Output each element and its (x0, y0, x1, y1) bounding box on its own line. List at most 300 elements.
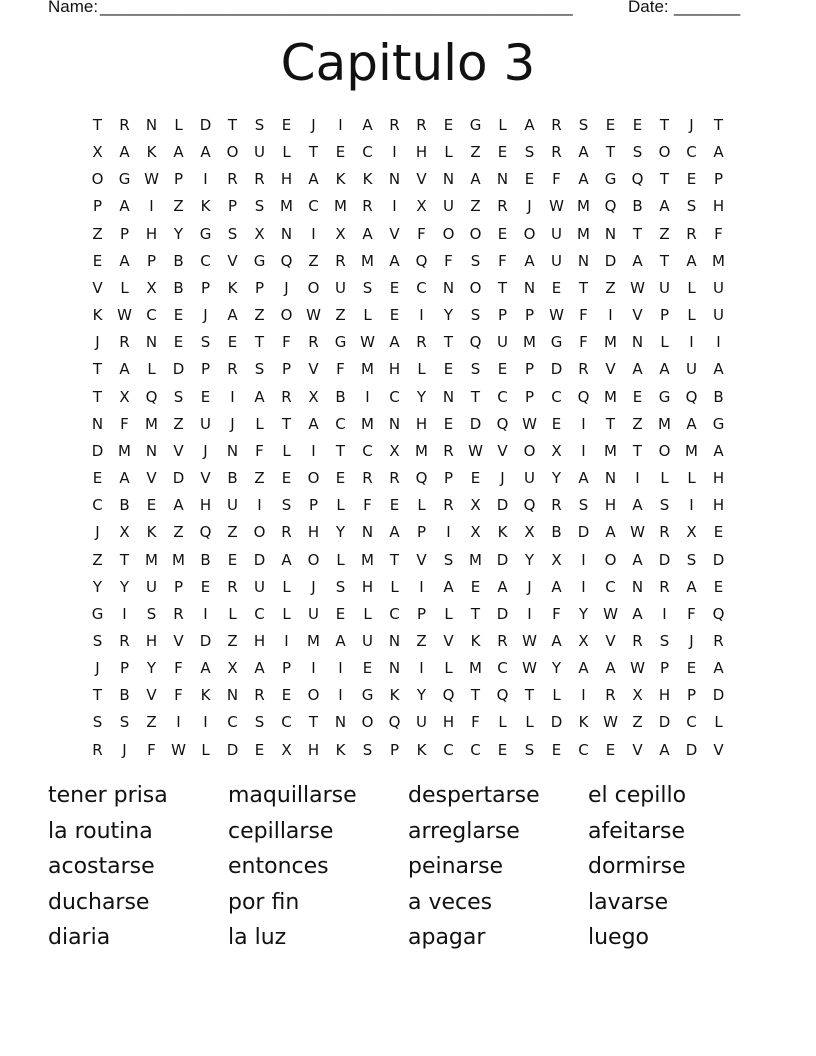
grid-cell: S (335, 577, 346, 596)
grid-cell: T (605, 143, 616, 162)
grid-cell: Y (416, 686, 427, 705)
grid-cell: E (146, 496, 157, 515)
grid-cell: E (713, 523, 724, 542)
grid-cell: J (122, 740, 127, 759)
grid-cell: G (550, 333, 563, 352)
grid-cell: R (686, 224, 697, 243)
grid-cell: Y (146, 659, 157, 678)
grid-cell: V (200, 469, 211, 488)
grid-cell: S (362, 740, 373, 759)
grid-cell: O (523, 441, 536, 460)
grid-cell: E (497, 224, 508, 243)
grid-cell: T (524, 686, 535, 705)
grid-cell: H (604, 496, 617, 515)
grid-cell: B (173, 278, 184, 297)
grid-cell: W (522, 659, 537, 678)
grid-cell: G (712, 414, 725, 433)
grid-cell: R (659, 523, 670, 542)
grid-cell: X (335, 224, 346, 243)
grid-cell: D (658, 713, 671, 732)
grid-cell: T (281, 414, 292, 433)
grid-cell: N (145, 441, 158, 460)
grid-cell: N (226, 686, 239, 705)
grid-cell: L (417, 496, 426, 515)
grid-cell: D (658, 550, 671, 569)
grid-cell: K (146, 143, 157, 162)
grid-cell: N (442, 170, 455, 189)
grid-cell: N (442, 387, 455, 406)
grid-cell: C (281, 713, 292, 732)
grid-cell: R (227, 170, 238, 189)
grid-cell: T (632, 441, 643, 460)
grid-cell: L (417, 360, 426, 379)
grid-cell: F (579, 306, 588, 325)
grid-cell: T (227, 116, 238, 134)
grid-cell: N (226, 441, 239, 460)
grid-cell: N (388, 659, 401, 678)
grid-cell: V (92, 278, 103, 297)
grid-cell: N (631, 577, 644, 596)
grid-cell: A (362, 224, 373, 243)
grid-cell: R (92, 740, 103, 759)
grid-cell: U (497, 333, 508, 352)
grid-cell: H (307, 740, 320, 759)
grid-cell: I (716, 333, 721, 352)
grid-cell: F (687, 604, 696, 623)
grid-cell: E (551, 740, 562, 759)
grid-row (84, 356, 732, 383)
grid-cell: J (203, 306, 208, 325)
grid-cell: F (552, 170, 561, 189)
grid-cell: E (335, 469, 346, 488)
grid-cell: I (446, 523, 451, 542)
grid-cell: O (604, 550, 617, 569)
grid-cell: F (174, 686, 183, 705)
grid-cell: E (605, 116, 616, 134)
grid-cell: X (227, 659, 238, 678)
grid-row (84, 628, 732, 655)
grid-cell: O (253, 523, 266, 542)
grid-cell: O (469, 224, 482, 243)
grid-cell: I (581, 686, 586, 705)
grid-cell: R (416, 116, 427, 134)
grid-cell: V (416, 550, 427, 569)
grid-cell: Z (173, 414, 184, 433)
grid-cell: H (361, 577, 374, 596)
grid-cell: K (200, 686, 211, 705)
grid-cell: Y (173, 224, 184, 243)
grid-row (84, 547, 732, 574)
grid-cell: Z (632, 414, 643, 433)
date-label: Date: (628, 0, 669, 16)
grid-row (84, 384, 732, 411)
grid-cell: J (527, 577, 532, 596)
grid-cell: S (659, 631, 670, 650)
grid-cell: E (497, 360, 508, 379)
grid-cell: Z (254, 469, 265, 488)
grid-cell: A (551, 631, 562, 650)
grid-row (84, 682, 732, 709)
grid-row (84, 112, 732, 139)
grid-cell: I (527, 604, 532, 623)
grid-cell: D (172, 469, 185, 488)
grid-row (84, 492, 732, 519)
grid-cell: G (199, 224, 212, 243)
grid-cell: N (280, 224, 293, 243)
word-list-item: el cepillo (588, 783, 687, 808)
grid-cell: M (604, 333, 617, 352)
grid-cell: Z (335, 306, 346, 325)
word-list-item: dormirse (588, 854, 686, 879)
grid-cell: Z (659, 224, 670, 243)
grid-row (84, 329, 732, 356)
grid-cell: D (496, 550, 509, 569)
grid-cell: H (307, 523, 320, 542)
grid-cell: O (658, 441, 671, 460)
grid-cell: P (443, 469, 454, 488)
grid-cell: U (146, 577, 157, 596)
grid-cell: E (281, 686, 292, 705)
grid-cell: R (443, 441, 454, 460)
grid-cell: Y (524, 550, 535, 569)
grid-cell: L (282, 604, 291, 623)
grid-cell: K (362, 170, 373, 189)
grid-cell: C (146, 306, 157, 325)
grid-cell: N (388, 170, 401, 189)
grid-cell: W (630, 523, 645, 542)
grid-cell: E (443, 360, 454, 379)
grid-cell: R (497, 197, 508, 216)
grid-cell: H (388, 360, 401, 379)
grid-cell: C (200, 251, 211, 270)
grid-cell: B (551, 523, 562, 542)
grid-cell: F (147, 740, 156, 759)
word-list-item: ducharse (48, 889, 150, 915)
grid-cell: O (307, 278, 320, 297)
grid-cell: S (578, 116, 589, 134)
grid-cell: E (227, 550, 238, 569)
grid-cell: T (308, 143, 319, 162)
grid-cell: Z (308, 251, 319, 270)
grid-cell: A (578, 143, 589, 162)
grid-cell: J (689, 116, 694, 134)
grid-cell: I (581, 577, 586, 596)
grid-cell: D (91, 441, 104, 460)
grid-cell: F (552, 604, 561, 623)
grid-cell: V (605, 631, 616, 650)
grid-cell: J (203, 441, 208, 460)
word-list-item: entonces (228, 854, 329, 879)
grid-cell: E (200, 387, 211, 406)
grid-row (84, 574, 732, 601)
grid-cell: R (443, 496, 454, 515)
grid-cell: B (119, 496, 130, 515)
grid-cell: M (712, 251, 725, 270)
grid-cell: L (282, 441, 291, 460)
grid-cell: R (551, 496, 562, 515)
grid-cell: G (361, 686, 374, 705)
grid-cell: T (308, 713, 319, 732)
grid-cell: C (686, 143, 697, 162)
grid-cell: N (577, 251, 590, 270)
grid-cell: T (659, 251, 670, 270)
grid-cell: I (392, 197, 397, 216)
grid-cell: Q (496, 686, 509, 705)
grid-cell: A (578, 659, 589, 678)
grid-cell: P (227, 197, 238, 216)
grid-cell: E (281, 116, 292, 134)
grid-cell: S (92, 713, 103, 732)
grid-cell: I (608, 306, 613, 325)
grid-cell: E (551, 278, 562, 297)
grid-cell: O (91, 170, 104, 189)
grid-cell: V (146, 469, 157, 488)
name-field-line: __________________________________________________ (100, 0, 573, 16)
grid-cell: S (200, 333, 211, 352)
grid-cell: S (281, 496, 292, 515)
grid-cell: T (254, 333, 265, 352)
grid-cell: S (146, 604, 157, 623)
grid-row (84, 221, 732, 248)
grid-cell: X (470, 496, 481, 515)
grid-cell: A (713, 441, 724, 460)
grid-cell: K (416, 740, 427, 759)
grid-cell: A (605, 523, 616, 542)
word-list-item: lavarse (588, 889, 669, 915)
grid-cell: I (176, 713, 181, 732)
grid-cell: C (551, 387, 562, 406)
grid-cell: Q (415, 469, 428, 488)
grid-cell: D (577, 523, 590, 542)
grid-cell: A (632, 251, 643, 270)
grid-cell: A (632, 604, 643, 623)
grid-cell: F (417, 224, 426, 243)
grid-cell: P (524, 387, 535, 406)
grid-cell: V (497, 441, 508, 460)
grid-row (84, 709, 732, 736)
grid-cell: N (523, 278, 536, 297)
grid-cell: P (173, 577, 184, 596)
grid-cell: L (363, 306, 372, 325)
grid-cell: C (497, 387, 508, 406)
grid-cell: E (443, 116, 454, 134)
grid-cell: C (389, 604, 400, 623)
grid-cell: C (308, 197, 319, 216)
grid-cell: R (227, 360, 238, 379)
grid-cell: K (227, 278, 238, 297)
grid-cell: T (389, 550, 400, 569)
grid-cell: V (173, 631, 184, 650)
grid-cell: L (255, 414, 264, 433)
grid-cell: A (713, 143, 724, 162)
grid-cell: C (254, 604, 265, 623)
grid-cell: E (389, 306, 400, 325)
grid-cell: I (635, 469, 640, 488)
grid-cell: Q (145, 387, 158, 406)
grid-cell: B (632, 197, 643, 216)
grid-cell: S (470, 360, 481, 379)
grid-cell: R (281, 523, 292, 542)
grid-cell: S (254, 713, 265, 732)
grid-cell: M (577, 224, 590, 243)
grid-cell: A (173, 143, 184, 162)
grid-cell: I (149, 197, 154, 216)
grid-cell: Q (415, 251, 428, 270)
grid-cell: A (200, 659, 211, 678)
grid-cell: H (145, 631, 158, 650)
grid-cell: T (119, 550, 130, 569)
grid-cell: X (119, 387, 130, 406)
grid-cell: L (444, 604, 453, 623)
grid-cell: O (226, 143, 239, 162)
grid-cell: E (200, 577, 211, 596)
word-list-item: diaria (48, 925, 111, 950)
grid-cell: R (308, 333, 319, 352)
grid-cell: V (173, 441, 184, 460)
grid-cell: M (361, 550, 374, 569)
grid-cell: U (659, 278, 670, 297)
grid-cell: J (500, 469, 505, 488)
grid-cell: E (173, 333, 184, 352)
grid-cell: L (552, 686, 561, 705)
grid-cell: L (714, 713, 723, 732)
grid-cell: I (338, 686, 343, 705)
grid-cell: M (280, 197, 293, 216)
grid-cell: A (308, 414, 319, 433)
grid-row (84, 302, 732, 329)
grid-cell: I (338, 659, 343, 678)
grid-cell: T (605, 414, 616, 433)
grid-cell: H (415, 143, 428, 162)
grid-cell: M (361, 414, 374, 433)
grid-cell: F (498, 251, 507, 270)
grid-cell: M (145, 414, 158, 433)
grid-cell: W (522, 414, 537, 433)
grid-cell: I (689, 333, 694, 352)
grid-cell: N (442, 278, 455, 297)
grid-cell: R (173, 604, 184, 623)
header (48, 0, 748, 19)
grid-cell: X (254, 224, 265, 243)
grid-cell: R (632, 631, 643, 650)
grid-cell: B (713, 387, 724, 406)
word-list (48, 778, 768, 956)
grid-cell: C (362, 441, 373, 460)
grid-row (84, 655, 732, 682)
grid-cell: Q (442, 686, 455, 705)
word-list-item: apagar (408, 925, 486, 950)
grid-cell: P (659, 306, 670, 325)
grid-cell: G (91, 604, 104, 623)
word-list-item: cepillarse (228, 818, 334, 844)
grid-cell: X (551, 441, 562, 460)
grid-cell: X (92, 143, 103, 162)
grid-cell: C (605, 577, 616, 596)
grid-cell: C (389, 387, 400, 406)
word-list-item: despertarse (408, 783, 540, 808)
grid-cell: X (389, 441, 400, 460)
grid-cell: N (604, 469, 617, 488)
grid-cell: Q (388, 713, 401, 732)
grid-cell: T (335, 441, 346, 460)
grid-cell: O (523, 224, 536, 243)
grid-cell: E (713, 577, 724, 596)
grid-cell: U (227, 496, 238, 515)
grid-cell: I (122, 604, 127, 623)
grid-cell: A (119, 251, 130, 270)
grid-cell: Z (470, 143, 481, 162)
grid-cell: J (689, 631, 694, 650)
grid-cell: M (415, 441, 428, 460)
grid-cell: U (416, 713, 427, 732)
grid-cell: T (92, 686, 103, 705)
grid-cell: Q (577, 387, 590, 406)
grid-cell: A (254, 659, 265, 678)
grid-cell: Q (604, 197, 617, 216)
grid-cell: R (254, 170, 265, 189)
grid-cell: I (203, 170, 208, 189)
grid-cell: E (686, 659, 697, 678)
grid-cell: N (334, 713, 347, 732)
grid-cell: Z (173, 197, 184, 216)
grid-cell: A (389, 251, 400, 270)
grid-cell: T (92, 116, 103, 134)
grid-cell: P (281, 360, 292, 379)
grid-cell: I (419, 306, 424, 325)
grid-cell: U (551, 224, 562, 243)
grid-cell: E (254, 740, 265, 759)
grid-cell: C (227, 713, 238, 732)
grid-cell: E (335, 604, 346, 623)
grid-cell: W (630, 278, 645, 297)
grid-cell: A (524, 116, 535, 134)
grid-cell: E (497, 143, 508, 162)
grid-cell: Y (416, 387, 427, 406)
grid-cell: E (362, 659, 373, 678)
grid-cell: M (118, 441, 131, 460)
grid-cell: E (551, 414, 562, 433)
grid-cell: Q (631, 170, 644, 189)
grid-cell: P (200, 278, 211, 297)
grid-cell: Z (632, 713, 643, 732)
grid-cell: R (497, 631, 508, 650)
grid-cell: A (254, 387, 265, 406)
grid-cell: D (712, 550, 725, 569)
grid-cell: S (119, 713, 130, 732)
grid-cell: S (524, 740, 535, 759)
grid-cell: C (335, 414, 346, 433)
grid-cell: T (713, 116, 724, 134)
grid-cell: L (498, 116, 507, 134)
grid-cell: C (686, 713, 697, 732)
grid-cell: P (659, 659, 670, 678)
grid-cell: D (172, 360, 185, 379)
grid-cell: W (603, 604, 618, 623)
grid-cell: Q (685, 387, 698, 406)
grid-cell: Z (92, 224, 103, 243)
grid-row (84, 601, 732, 628)
grid-cell: D (469, 414, 482, 433)
grid-cell: Z (227, 523, 238, 542)
grid-cell: A (362, 116, 373, 134)
word-list-item: peinarse (408, 854, 504, 879)
grid-cell: D (199, 631, 212, 650)
grid-cell: F (120, 414, 129, 433)
grid-cell: F (336, 360, 345, 379)
grid-cell: L (147, 360, 156, 379)
grid-cell: H (199, 496, 212, 515)
grid-cell: W (306, 306, 321, 325)
